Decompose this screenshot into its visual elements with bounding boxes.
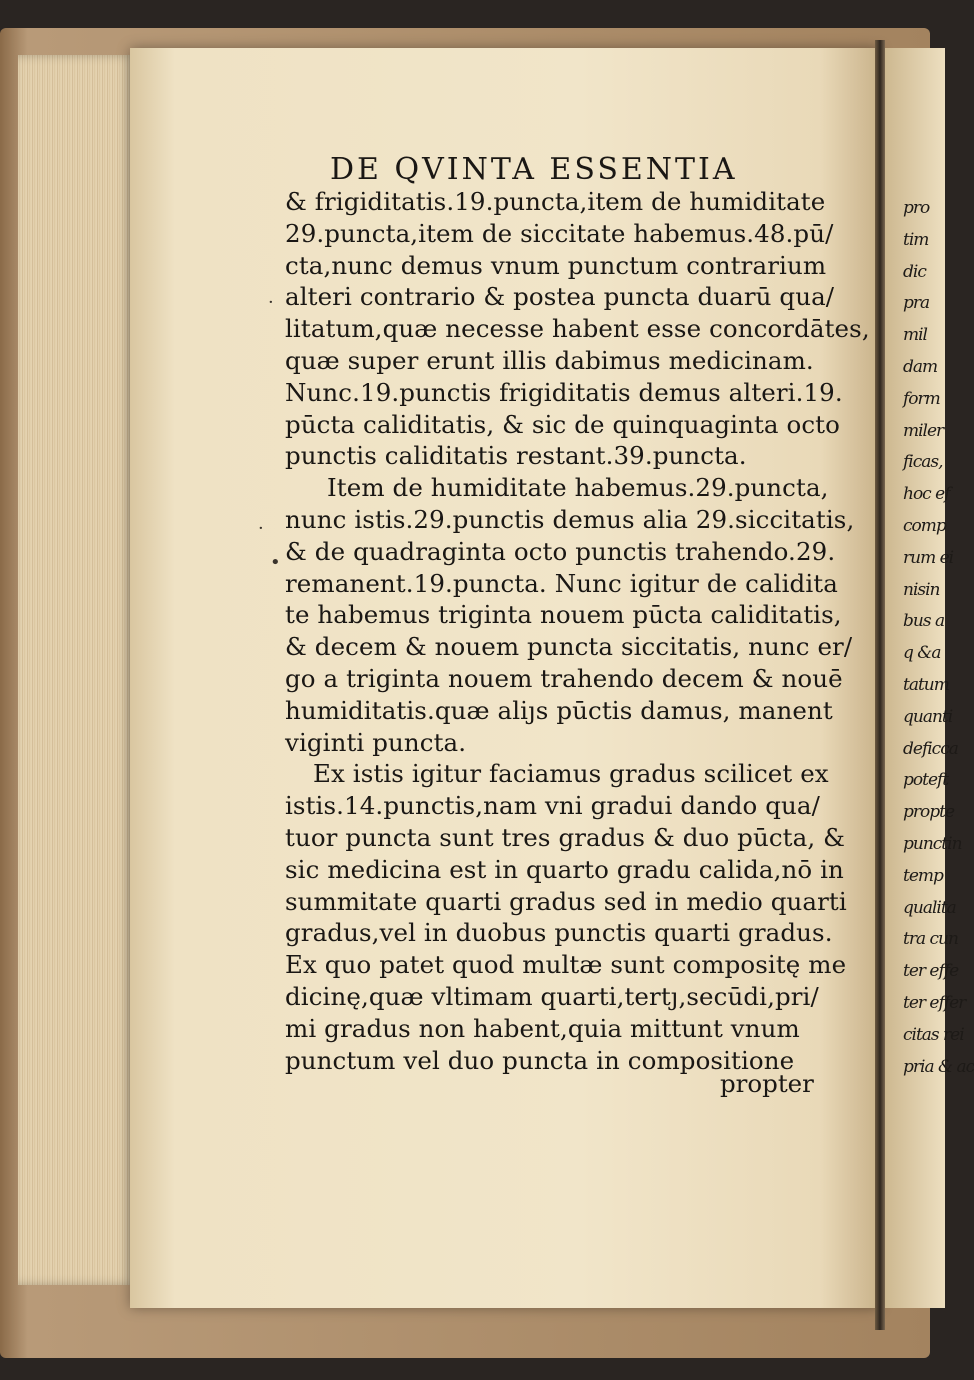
- text-line: istis.14.punctis,nam vni gradui dando qua/: [285, 791, 820, 821]
- text-line: viginti puncta.: [285, 727, 467, 757]
- facing-page-fragment: qualita: [903, 897, 956, 918]
- facing-page-fragment: pro: [903, 198, 930, 218]
- facing-page-fragment: miler: [903, 420, 944, 441]
- facing-page-fragment: ter effer: [903, 993, 966, 1013]
- text-line: go a triginta nouem trahendo decem & nouē: [285, 664, 843, 693]
- facing-page-fragment: propte: [903, 802, 955, 823]
- facing-page-fragment: q &a: [903, 643, 941, 664]
- text-line: mi gradus non habent,quia mittunt vnum: [285, 1013, 800, 1043]
- facing-page-fragment: dam: [903, 357, 938, 377]
- text-line: Nunc.19.punctis frigiditatis demus alteri.19.: [285, 377, 843, 407]
- facing-page-fragment: comp: [903, 516, 946, 536]
- running-head: DE QVINTA ESSENTIA: [330, 152, 738, 187]
- facing-page-fragment: bus a: [903, 611, 945, 632]
- facing-page-fragment: poteft: [903, 770, 949, 791]
- margin-dot: ·: [258, 518, 264, 539]
- text-line: te habemus triginta nouem pūcta caliditatis,: [285, 600, 842, 630]
- facing-page-fragment: tim: [903, 229, 929, 250]
- facing-page-fragment: nisin: [903, 579, 940, 600]
- text-line: & de quadraginta octo punctis trahendo.29.: [285, 536, 836, 566]
- text-line: humiditatis.quæ aliȷs pūctis damus, manent: [285, 695, 833, 725]
- facing-page-fragment: pra: [903, 293, 930, 314]
- facing-page-fragment: ficas,: [903, 452, 943, 473]
- facing-page-fragment: dic: [903, 261, 926, 282]
- catchword: propter: [720, 1069, 814, 1098]
- text-line: gradus,vel in duobus punctis quarti gradus.: [285, 918, 833, 948]
- facing-page-fragment: pria & ac: [903, 1056, 974, 1077]
- facing-page-fragment: temp: [903, 865, 943, 886]
- text-line: pūcta caliditatis, & sic de quinquaginta octo: [285, 409, 840, 439]
- text-line: & decem & nouem puncta siccitatis, nunc er/: [285, 632, 853, 662]
- text-line: punctum vel duo puncta in compositione: [285, 1045, 795, 1075]
- facing-page-fragment: punctin: [903, 834, 962, 854]
- facing-page-fragment: mil: [903, 325, 927, 346]
- text-line: 29.puncta,item de siccitate habemus.48.pū/: [285, 218, 834, 248]
- facing-page-fragment: ter effe: [903, 961, 959, 982]
- text-line: Item de humiditate habemus.29.puncta,: [327, 473, 829, 503]
- facing-page-fragment: quanti: [903, 706, 953, 727]
- facing-page-fragment: citas rei: [903, 1024, 964, 1045]
- text-line: summitate quarti gradus sed in medio quarti: [285, 886, 847, 916]
- text-line: cta,nunc demus vnum punctum contrarium: [285, 250, 827, 280]
- text-line: Ex quo patet quod multæ sunt compositę me: [285, 950, 847, 980]
- text-line: tuor puncta sunt tres gradus & duo pūcta, &: [285, 823, 845, 852]
- margin-dot: ·: [268, 292, 274, 313]
- margin-dot: •: [270, 552, 281, 573]
- facing-page-fragment: rum ei: [903, 547, 954, 568]
- text-line: nunc istis.29.punctis demus alia 29.siccitatis,: [285, 505, 855, 534]
- text-line: sic medicina est in quarto gradu calida,nō in: [285, 854, 844, 884]
- text-line: Ex istis igitur faciamus gradus scilicet ex: [313, 759, 829, 789]
- text-line: litatum,quæ necesse habent esse concordātes,: [285, 314, 870, 344]
- facing-page-fragment: tra cun: [903, 929, 958, 950]
- facing-page-fragment: tatum: [903, 675, 949, 695]
- text-line: punctis caliditatis restant.39.puncta.: [285, 441, 747, 471]
- text-line: remanent.19.puncta. Nunc igitur de calidita: [285, 568, 838, 598]
- facing-page-fragment: form: [903, 388, 940, 409]
- text-line: alteri contrario & postea puncta duarū qua/: [285, 282, 835, 312]
- facing-page-fragment: hoc ef: [903, 484, 950, 505]
- text-line: & frigiditatis.19.puncta,item de humiditate: [285, 187, 826, 216]
- text-line: quæ super erunt illis dabimus medicinam.: [285, 346, 814, 375]
- facing-page-fragment: deficca: [903, 738, 958, 759]
- text-line: dicinę,quæ vltimam quarti,tertȷ,secūdi,pri/: [285, 982, 819, 1011]
